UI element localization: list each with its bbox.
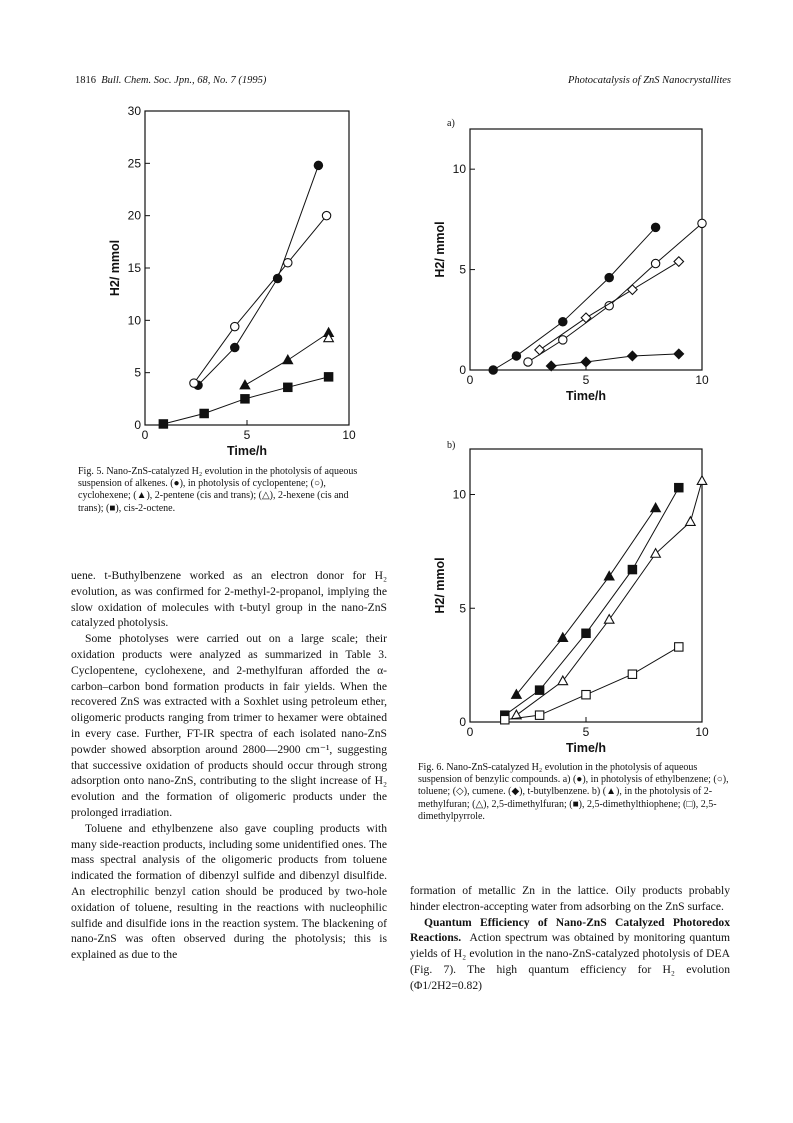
filled-triangle-point — [651, 503, 661, 512]
y-tick-label: 10 — [127, 313, 141, 328]
x-tick-label: 5 — [582, 725, 590, 739]
filled-circle-point — [314, 161, 322, 169]
x-axis-label: Time/h — [226, 444, 268, 458]
open-circle-point — [524, 358, 532, 366]
journal-citation: Bull. Chem. Soc. Jpn., 68, No. 7 (1995) — [101, 75, 267, 86]
y-tick-label: 10 — [452, 487, 466, 502]
fig6a-label: a) — [447, 118, 455, 129]
open-triangle-point — [697, 476, 707, 485]
open-square-point — [582, 691, 590, 699]
filled-diamond-point — [674, 349, 684, 359]
plot-frame — [470, 129, 702, 370]
y-tick-label: 0 — [134, 418, 141, 432]
x-tick-label: 10 — [695, 725, 709, 739]
fig5-caption: Fig. 5. Nano-ZnS-catalyzed H₂ evolution in the photolysis of aqueous suspension of alkenes. (●), in photolysis of cyclopentene; (○), cyclohexene; (▲), 2-pentene (cis and trans); (△), 2-hexene (cis and trans); (■), cis-2-octene. — [78, 466, 358, 514]
y-tick-label: 15 — [127, 261, 141, 275]
filled-square-point — [628, 565, 636, 573]
x-tick-label: 5 — [582, 373, 590, 387]
series-filled-square — [501, 483, 683, 719]
paragraph: Some photolyses were carried out on a large scale; their oxidation products were analyzed as summarized in Table 3. Cyclopentene, cyclohexene, and 2-methylfuran afforded the α-carbon–carbon bond formation products in fair yields. When the recovered ZnS was extracted with a Soxhlet using petroleum ether, oligomeric products ranging from trimer to hexamer were obtained in every case. Further, FT-IR spectra of each isolated nano-ZnS powder showed absorption around 2800—2900 cm⁻¹, suggesting that successive oxidation of products should occur through strong adsorption onto nano-ZnS, contributing to the slight increase of H₂ evolution and the formation of oligomeric products under the prolonged irradiation. — [71, 632, 387, 819]
paragraph: Toluene and ethylbenzene also gave coupling products with many side-reaction products, including some unidentified ones. The mass spectral analysis of the oligomeric products from toluene indicated the formation of dibenzyl sulfide and dibenzyl disulfide. An electrophilic benzyl cation should be produced by two-hole oxidation of toluene, resulting in the reactions with nucleophilic sulfide and disulfide ions in the reaction system. The blackening of nano-ZnS was often observed during the photolysis; this is explained as due to the — [71, 821, 387, 962]
x-tick-label: 10 — [695, 373, 709, 387]
filled-circle-point — [559, 318, 567, 326]
series-line — [528, 223, 702, 362]
series-filled-circle — [194, 161, 323, 389]
left-text-column — [71, 568, 387, 963]
open-circle-point — [559, 336, 567, 344]
series-line — [516, 508, 655, 695]
open-circle-point — [284, 259, 292, 267]
series-open-triangle — [512, 476, 707, 719]
filled-triangle-point — [240, 380, 250, 389]
plot-frame — [470, 449, 702, 722]
page-number: 1816 — [75, 75, 96, 86]
fig5-chart — [100, 105, 370, 465]
filled-diamond-point — [628, 351, 638, 361]
page-header-left — [75, 75, 266, 86]
y-tick-label: 5 — [459, 601, 466, 616]
y-tick-label: 20 — [127, 208, 141, 223]
filled-circle-point — [651, 223, 659, 231]
x-tick-label: 10 — [342, 428, 356, 442]
open-triangle-point — [686, 517, 696, 526]
y-tick-label: 25 — [127, 156, 141, 171]
y-axis-label: H2/ mmol — [433, 221, 447, 278]
open-diamond-point — [535, 345, 545, 355]
open-circle-point — [698, 219, 706, 227]
filled-square-point — [535, 686, 543, 694]
x-axis-label: Time/h — [565, 389, 607, 403]
open-square-point — [675, 643, 683, 651]
filled-square-point — [200, 409, 208, 417]
plot-frame — [145, 111, 349, 425]
filled-circle-point — [605, 273, 613, 281]
filled-square-point — [159, 420, 167, 428]
series-filled-circle — [489, 223, 660, 374]
series-filled-triangle — [512, 503, 661, 698]
series-line — [505, 647, 679, 720]
open-diamond-point — [628, 285, 638, 295]
open-triangle-point — [604, 615, 614, 624]
series-open-circle — [524, 219, 706, 366]
section-heading: Quantum Efficiency of Nano-ZnS Catalyzed Photoredox Reactions. — [410, 915, 730, 945]
open-square-point — [628, 670, 636, 678]
right-text-column — [410, 883, 730, 994]
y-tick-label: 0 — [459, 363, 466, 377]
paragraph: uene. t-Buthylbenzene worked as an electron donor for H₂ evolution, as was confirmed for 2-methyl-2-propanol, implying the slow oxidation of molecules with t-butyl group in the nano-ZnS catalyzed photolysis. — [71, 569, 387, 630]
open-square-point — [501, 716, 509, 724]
y-tick-label: 10 — [452, 162, 466, 177]
series-line — [505, 488, 679, 716]
y-axis-label: H2/ mmol — [108, 239, 122, 297]
y-axis-label: H2/ mmol — [433, 557, 447, 614]
open-circle-point — [322, 211, 330, 219]
filled-circle-point — [512, 352, 520, 360]
y-tick-label: 5 — [134, 365, 141, 380]
y-tick-label: 5 — [459, 262, 466, 277]
x-tick-label: 5 — [243, 428, 251, 442]
filled-square-point — [582, 629, 590, 637]
open-circle-point — [190, 379, 198, 387]
filled-circle-point — [231, 343, 239, 351]
filled-diamond-point — [546, 361, 556, 371]
open-square-point — [535, 711, 543, 719]
series-open-circle — [190, 211, 331, 387]
filled-triangle-point — [604, 571, 614, 580]
filled-square-point — [284, 383, 292, 391]
series-open-square — [501, 643, 683, 724]
x-axis-label: Time/h — [565, 741, 607, 755]
series-line — [516, 481, 702, 715]
running-title: Photocatalysis of ZnS Nanocrystallites — [567, 75, 731, 86]
fig6a-chart — [425, 125, 715, 405]
open-diamond-point — [674, 257, 684, 267]
filled-square-point — [324, 373, 332, 381]
filled-diamond-point — [581, 357, 591, 367]
fig6b-label: b) — [447, 440, 456, 451]
series-line — [493, 227, 655, 370]
y-tick-label: 30 — [127, 104, 141, 118]
filled-circle-point — [489, 366, 497, 374]
x-tick-label: 0 — [141, 428, 149, 442]
fig6b-chart — [425, 445, 715, 755]
x-tick-label: 0 — [466, 373, 474, 387]
filled-triangle-point — [283, 355, 293, 364]
series-line — [551, 354, 679, 366]
filled-square-point — [675, 483, 683, 491]
open-diamond-point — [581, 313, 591, 323]
open-circle-point — [651, 259, 659, 267]
paragraph: formation of metallic Zn in the lattice. Oily products probably hinder electron-accepting water from adsorbing on the ZnS surface. — [410, 884, 730, 913]
series-line — [194, 216, 327, 383]
y-tick-label: 0 — [459, 715, 466, 729]
open-circle-point — [231, 322, 239, 330]
x-tick-label: 0 — [466, 725, 474, 739]
series-filled-diamond — [546, 349, 683, 371]
filled-square-point — [241, 395, 249, 403]
fig6-caption: Fig. 6. Nano-ZnS-catalyzed H₂ evolution in the photolysis of aqueous suspension of benzylic compounds. a) (●), in photolysis of ethylbenzene; (○), toluene; (◇), cumene. (◆), t-butylbenzene. b) (▲), in the photolysis of 2-methylfuran; (△), 2,5-dimethylfuran; (■), 2,5-dimethylthiophene; (□), 2,5-dimethylpyrrole. — [418, 762, 729, 822]
paragraph: Action spectrum was obtained by monitoring quantum yields of H₂ evolution in the nano-ZnS-catalyzed photolysis of DEA (Fig. 7). The high quantum efficiency for H₂ evolution (Φ1/2H2=0.82) — [410, 931, 731, 992]
